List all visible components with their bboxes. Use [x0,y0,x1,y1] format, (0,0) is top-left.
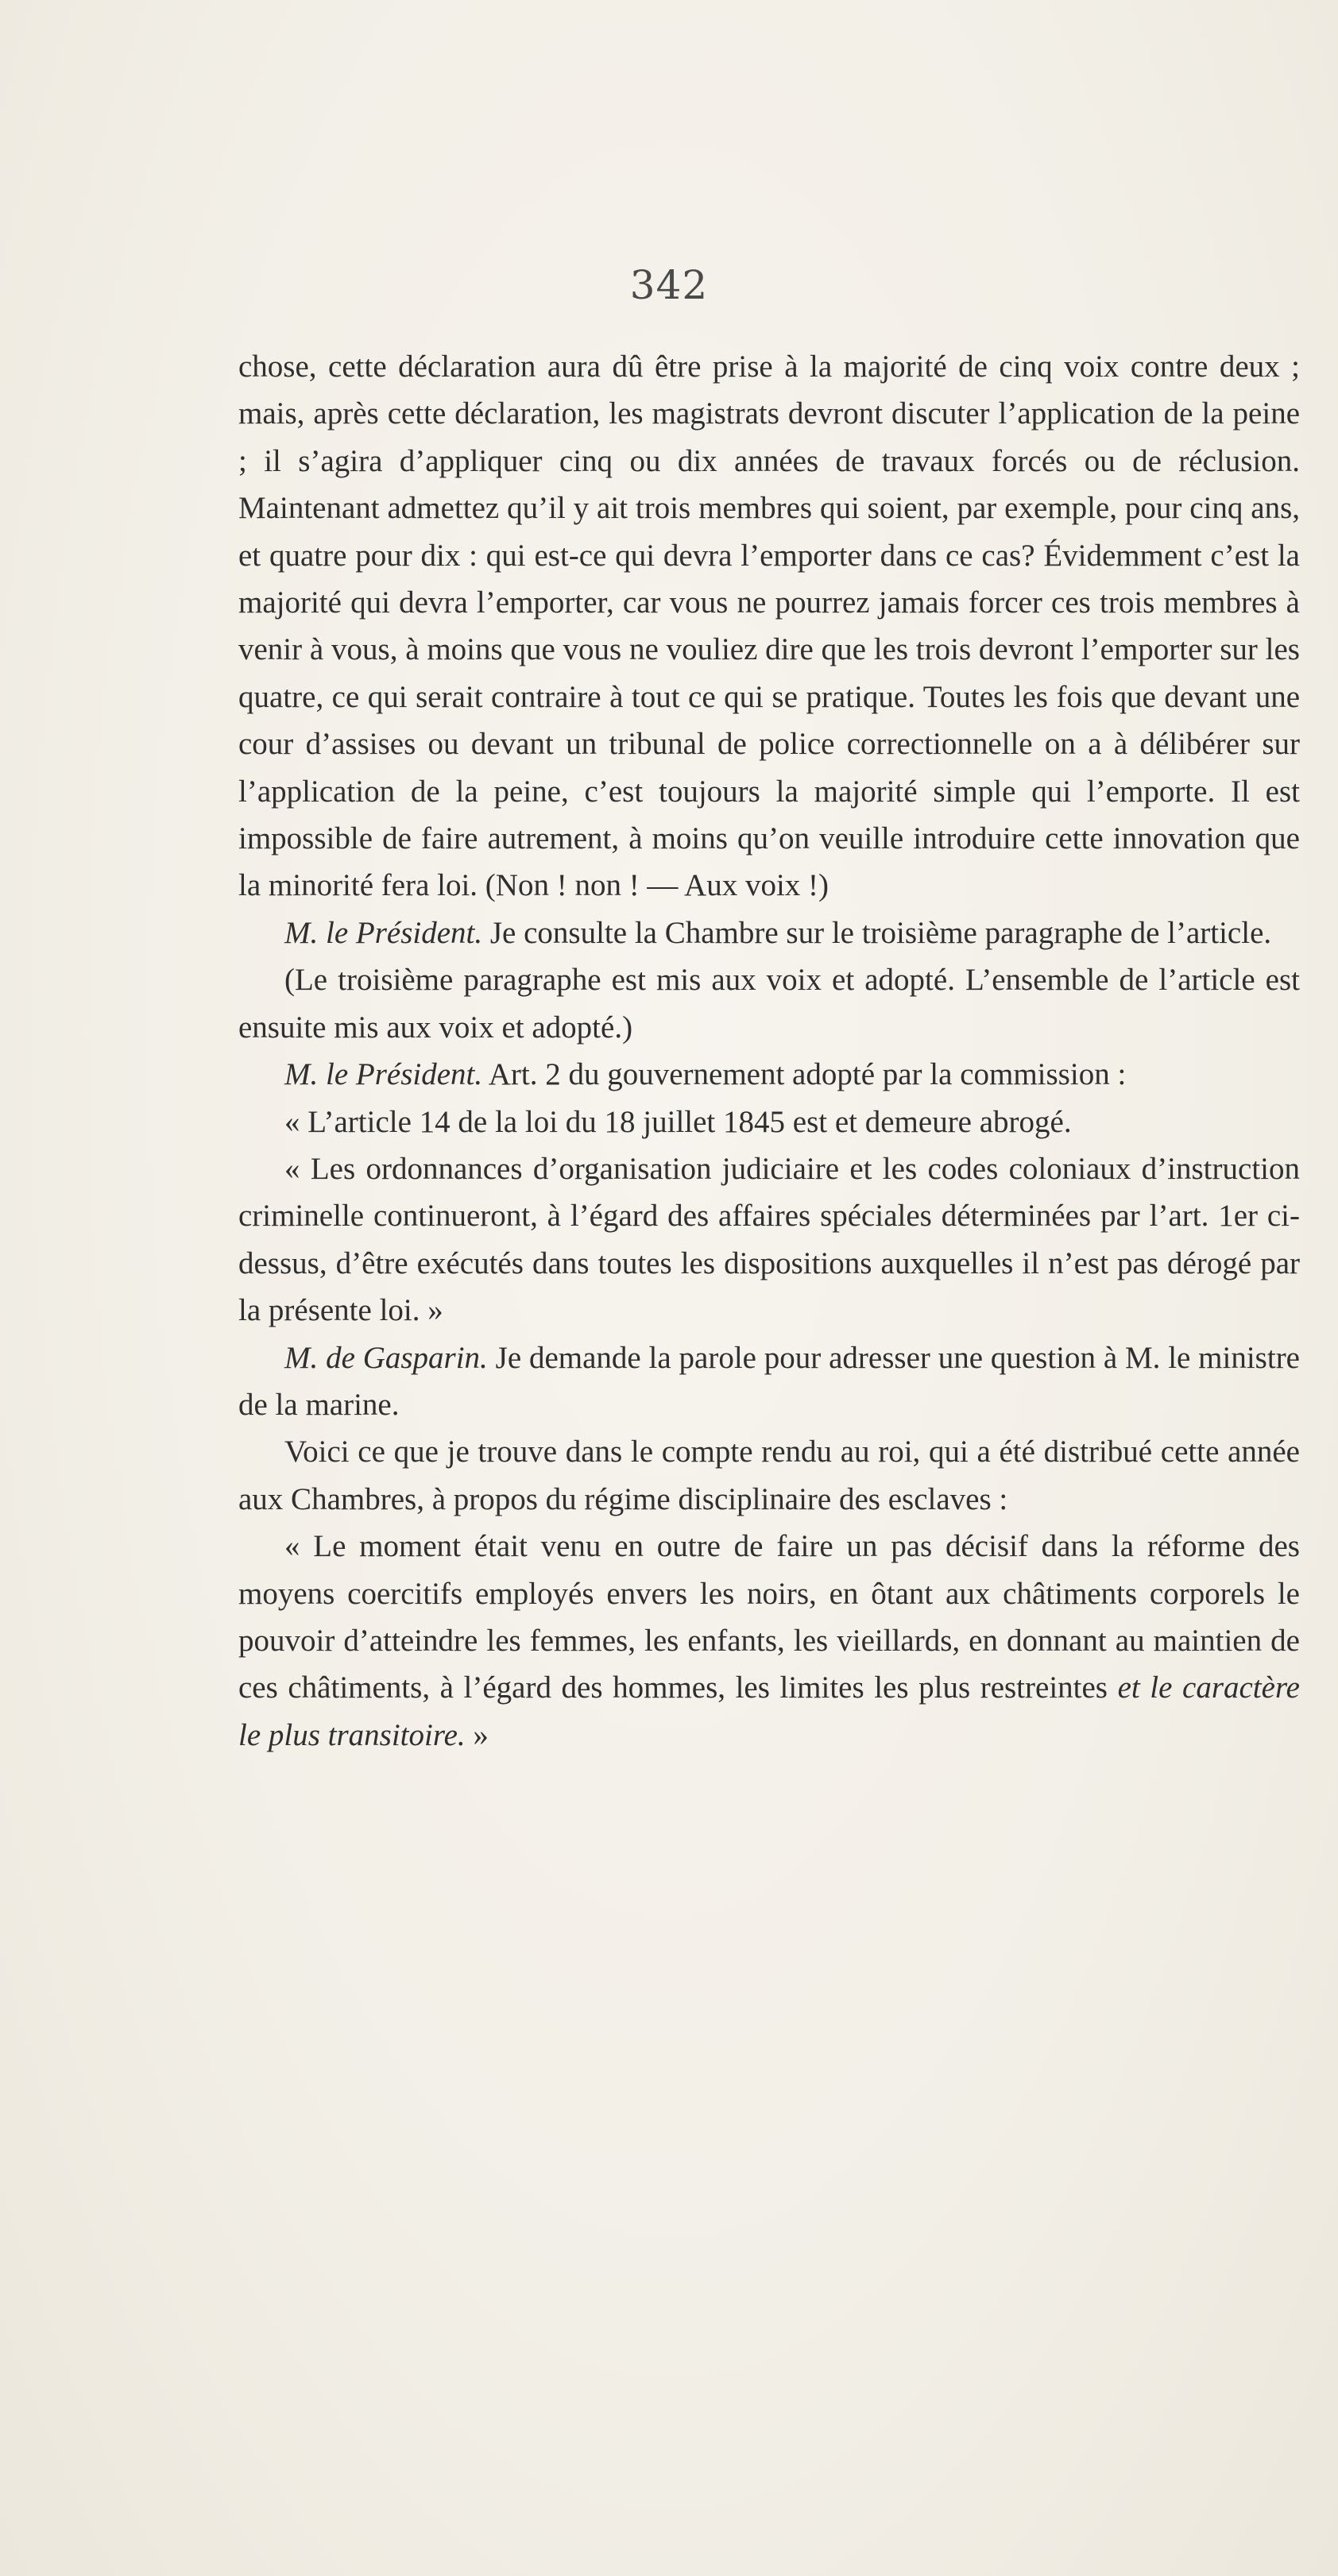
paragraph-2 [238,910,1300,956]
paragraph-4-text: Art. 2 du gouvernement adopté par la commission : [488,1057,1127,1092]
speaker-president-2: M. le Président. [284,1057,483,1092]
speaker-gasparin: M. de Gasparin. [284,1340,488,1375]
paragraph-7-text: Je demande la parole pour adresser une question à M. le ministre de la marine. [238,1340,1300,1422]
page-number: 342 [629,262,709,308]
paragraph-1-text: chose, cette déclaration aura dû être prise à la majorité de cinq voix contre deux ; mais, après cette déclaration, les magistrats devront discuter l’application de la peine ; il s’agira d’appliquer cinq ou dix années de travaux forcés ou de réclusion. Maintenant admettez qu’il y ait trois membres qui soient, par exemple, pour cinq ans, et quatre pour dix : qui est-ce qui devra l’emporter dans ce cas? Évidemment c’est la majorité qui devra l’emporter, car vous ne pourrez jamais forcer ces trois membres à venir à vous, à moins que vous ne vouliez dire que les trois devront l’emporter sur les quatre, ce qui serait contraire à tout ce qui se pratique. Toutes les fois que devant une cour d’assises ou devant un tribunal de police correctionnelle on a à délibérer sur l’application de la peine, c’est toujours la majorité simple qui l’emporte. Il est impossible de faire autrement, à moins qu’on veuille introduire cette innovation que la minorité fera loi. (Non ! non ! — Aux voix !) [238,350,1300,903]
paragraph-5-text: « L’article 14 de la loi du 18 juillet 1845 est et demeure abrogé. [284,1104,1072,1139]
paragraph-9-emphasis: et le caractère le plus transitoire. [238,1670,1300,1752]
paragraph-4 [238,1051,1300,1098]
paragraph-1 [238,343,1300,910]
paragraph-5 [238,1099,1300,1145]
paragraph-6 [238,1145,1300,1334]
paragraph-3 [238,956,1300,1051]
paragraph-7 [238,1334,1300,1429]
paragraph-8-text: Voici ce que je trouve dans le compte rendu au roi, qui a été distribué cette année aux Chambres, à propos du régime disciplinaire des esclaves : [238,1435,1300,1516]
paragraph-8 [238,1428,1300,1523]
paragraph-6-text: « Les ordonnances d’organisation judiciaire et les codes coloniaux d’instruction criminelle continueront, à l’égard des affaires spéciales déterminées par l’art. 1er ci-dessus, d’être exécutés dans toutes les dispositions auxquelles il n’est pas dérogé par la présente loi. » [238,1151,1300,1328]
paragraph-9-text: « Le moment était venu en outre de faire un pas décisif dans la réforme des moyens coercitifs employés envers les noirs, en ôtant aux châtiments corporels le pouvoir d’atteindre les femmes, les enfants, les vieillards, en donnant au maintien de ces châtiments, à l’égard des hommes, les limites les plus restreintes [238,1529,1300,1705]
paragraph-9 [238,1523,1300,1759]
paragraph-3-text: (Le troisième paragraphe est mis aux voix et adopté. L’ensemble de l’article est ensuite mis aux voix et adopté.) [238,963,1300,1045]
paragraph-2-text: Je consulte la Chambre sur le troisième paragraphe de l’article. [489,915,1272,950]
speaker-president: M. le Président. [284,915,483,950]
body-text [238,343,1300,1759]
paragraph-9-closing: » [465,1717,489,1752]
